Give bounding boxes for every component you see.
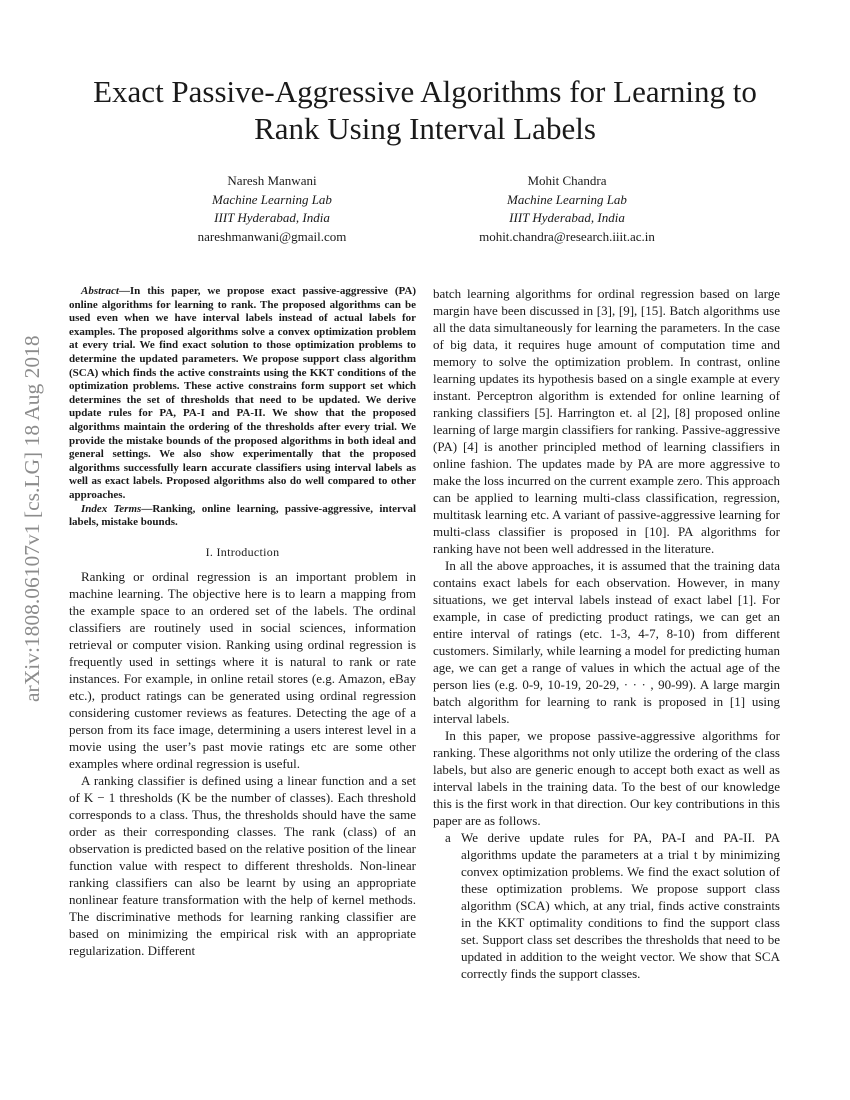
contribution-marker: a: [445, 830, 451, 845]
author-institution: IIIT Hyderabad, India: [214, 210, 330, 225]
author-block-1: [127, 172, 417, 246]
left-column: [69, 285, 416, 959]
body-paragraph: batch learning algorithms for ordinal regression based on large margin have been discussed in [3], [9], [15]. Batch algorithms use all the data simultaneously for learning the parameters. In the case of big data, it requires huge amount of computation time and memory to solve the optimization problem. In contrast, online learning updates its hypothesis based on a single example at every instant. Perceptron algorithm is extended for online learning of ranking classifiers [5]. Harrington et. al [2], [8] proposed online learning of large margin classifiers for ranking. Passive-aggressive (PA) [4] is another principled method of learning classifiers in online fashion. The updates made by PA are more aggressive to make the loss incurred on the current example zero. This approach can be applied to learning multi-class classification, regression, multitask learning etc. A variant of passive-aggressive learning for multi-class classifier is proposed in [10]. PA algorithms for ranking have not been well addressed in the literature.: [433, 286, 780, 556]
right-column: [433, 285, 780, 982]
arxiv-identifier: [6, 262, 58, 702]
abstract-label: Abstract: [81, 285, 119, 297]
author-email: mohit.chandra@research.iiit.ac.in: [479, 228, 655, 244]
author-institution: IIIT Hyderabad, India: [509, 210, 625, 225]
arxiv-identifier-text: arXiv:1808.06107v1 [cs.LG] 18 Aug 2018: [20, 335, 44, 702]
author-email: nareshmanwani@gmail.com: [197, 228, 347, 244]
contribution-text: We derive update rules for PA, PA-I and PA-II. PA algorithms update the parameters at a trial t by minimizing convex optimization problems. We find the exact solution of these optimization problems. We propose support class algorithm (SCA) which, at any trial, finds active constraints in the KKT optimality conditions to find the support class set. Support class set describes the thresholds that need to be updated in addition to the weight vector. We show that SCA correctly finds the support classes.: [461, 830, 780, 981]
author-name: Naresh Manwani: [227, 173, 317, 188]
body-paragraph: In all the above approaches, it is assumed that the training data contains exact labels for each observation. However, in many situations, we get interval labels instead of exact label [1]. For example, in case of predicting product ratings, we can get an entire interval of ratings (etc. 1-3, 4-7, 8-10) from different customers. Similarly, while learning a model for predicting human age, we can get a range of values in which the actual age of the person lies (e.g. 0-9, 10-19, 20-29, · · · , 90-99). A large margin batch algorithm for learning to rank is proposed in [1] using interval labels.: [433, 558, 780, 726]
author-block-2: [422, 172, 712, 246]
body-paragraph: Ranking or ordinal regression is an important problem in machine learning. The objective here is to learn a mapping from the example space to an ordered set of the labels. The ordinal classifiers are routinely used in social sciences, information retrieval or computer vision. Ranking using ordinal regression is frequently used in settings where it is natural to rank or rate instances. For example, in online retail stores (e.g. Amazon, eBay etc.), product ratings can be generated using ordinal regression considering customer reviews as features. Detecting the age of a person from its face image, determining a users interest level in a movie using the user’s past movie ratings etc are some other examples where ordinal regression is useful.: [69, 568, 416, 771]
index-terms: [69, 503, 416, 530]
abstract-text: —In this paper, we propose exact passive-aggressive (PA) online algorithms for learning to rank. The proposed algorithms can be used even when we have interval labels instead of actual labels for examples. The proposed algorithms solve a convex optimization problem at every trial. We find exact solution to those optimization problems to determine the updated parameters. We propose support class algorithm (SCA) which finds the active constraints using the KKT conditions of the optimization problems. These active constrains form support set which determines the set of thresholds that need to be updated. We derive update rules for PA, PA-I and PA-II. We show that the proposed algorithms maintain the ordering of the thresholds after every trial. We provide the mistake bounds of the proposed algorithms in both ideal and general settings. We also show experimentally that the proposed algorithms successfully learn accurate classifiers using interval labels as well as exact labels. Proposed algorithms also do well compared to other approaches.: [69, 285, 416, 501]
author-lab: Machine Learning Lab: [212, 191, 332, 207]
paper-title: Exact Passive-Aggressive Algorithms for Learning to Rank Using Interval Labels: [93, 74, 757, 146]
body-paragraph: A ranking classifier is defined using a linear function and a set of K − 1 thresholds (K be the number of classes). Each threshold corresponds to a class. Thus, the thresholds should have the same order as their corresponding classes. The rank (class) of an observation is predicted based on the relative position of the linear function value with respect to different thresholds. Non-linear ranking classifiers can also be learnt by using an appropriate nonlinear feature transformation with the help of kernel methods. The discriminative methods for learning ranking classifier are based on minimizing the empirical risk with an appropriate regularization. Different: [69, 772, 416, 958]
abstract: [69, 285, 416, 503]
author-name: Mohit Chandra: [527, 173, 607, 188]
body-paragraph: In this paper, we propose passive-aggressive algorithms for ranking. These algorithms not only utilize the ordering of the class labels, but also are generic enough to accept both exact as well as interval labels in the training data. To the best of our knowledge this is the first work in that direction. Our key contributions in this paper are as follows.: [433, 728, 780, 828]
author-lab: Machine Learning Lab: [507, 191, 627, 207]
index-terms-label: Index Terms: [81, 502, 142, 515]
index-terms-text: —Ranking, online learning, passive-aggressive, interval labels, mistake bounds.: [69, 502, 416, 529]
contribution-item: [433, 829, 780, 982]
section-heading: I. Introduction: [205, 544, 280, 559]
